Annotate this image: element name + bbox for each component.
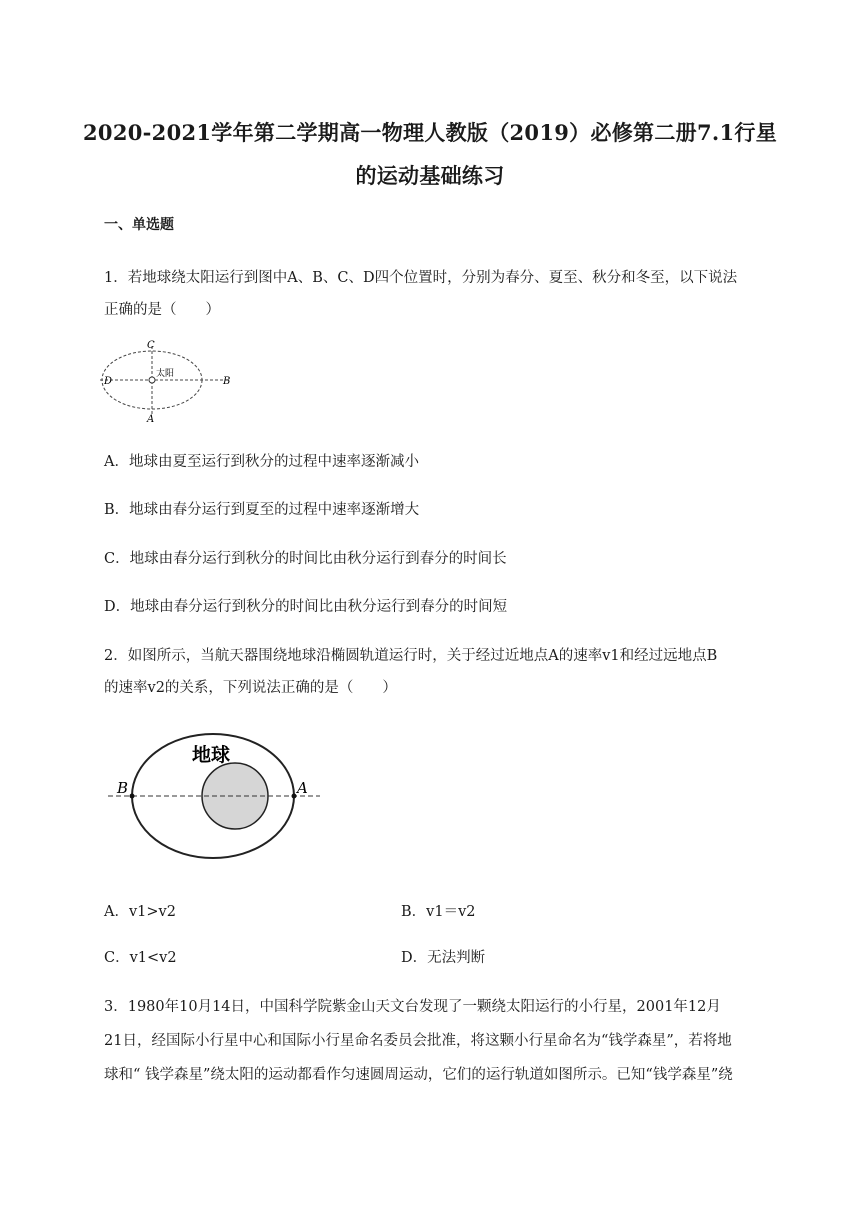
q3-stem-line-3: 球和“ 钱学森星”绕太阳的运动都看作匀速圆周运动，它们的运行轨道如图所示。已知“钱学森星”绕	[104, 1067, 733, 1083]
earth-label: 地球	[192, 744, 231, 766]
point-a-label: A	[147, 414, 155, 425]
point-c-label: C	[147, 340, 155, 351]
q3-stem-line-2: 21日，经国际小行星中心和国际小行星命名委员会批准，将这颗小行星命名为“钱学森星”，若将地	[104, 1033, 732, 1049]
q2-option-d: D．无法判断	[401, 950, 486, 966]
q2-stem-line-2: 的速率v2的关系，下列说法正确的是（ ）	[104, 680, 397, 696]
q2-option-b: B．v1＝v2	[401, 904, 476, 920]
q1-option-b: B．地球由春分运行到夏至的过程中速率逐渐增大	[104, 502, 420, 518]
point-a-dot	[292, 794, 297, 799]
section-heading: 一、单选题	[104, 217, 174, 233]
document-title-line-1: 2020-2021学年第二学期高一物理人教版（2019）必修第二册7.1行星	[83, 120, 777, 145]
q1-stem-line-1: 1．若地球绕太阳运行到图中A、B、C、D四个位置时，分别为春分、夏至、秋分和冬至，以下说法	[104, 270, 738, 286]
q2-option-a: A．v1>v2	[104, 904, 176, 920]
q2-stem-line-1: 2．如图所示，当航天器围绕地球沿椭圆轨道运行时，关于经过近地点A的速率v1和经过远地点B	[104, 648, 718, 664]
q1-stem-line-2: 正确的是（ ）	[104, 302, 220, 318]
point-b-dot	[130, 794, 135, 799]
q2-point-a-label: A	[297, 779, 308, 797]
point-b-label: B	[223, 376, 231, 387]
point-d-label: D	[104, 376, 113, 387]
sun-label: 太阳	[156, 369, 175, 379]
sun-dot	[149, 377, 155, 383]
q2-point-b-label: B	[117, 779, 129, 797]
q3-stem-line-1: 3．1980年10月14日，中国科学院紫金山天文台发现了一颗绕太阳运行的小行星，2001年12月	[104, 999, 721, 1015]
q1-orbit-diagram	[100, 336, 250, 428]
q2-orbit-diagram	[104, 730, 324, 870]
q1-option-a: A．地球由夏至运行到秋分的过程中速率逐渐减小	[104, 454, 419, 470]
q1-option-c: C．地球由春分运行到秋分的时间比由秋分运行到春分的时间长	[104, 551, 507, 567]
document-title-line-2: 的运动基础练习	[355, 163, 505, 188]
earth-circle	[202, 763, 268, 829]
q2-option-c: C．v1<v2	[104, 950, 177, 966]
q1-option-d: D．地球由春分运行到秋分的时间比由秋分运行到春分的时间短	[104, 599, 508, 615]
